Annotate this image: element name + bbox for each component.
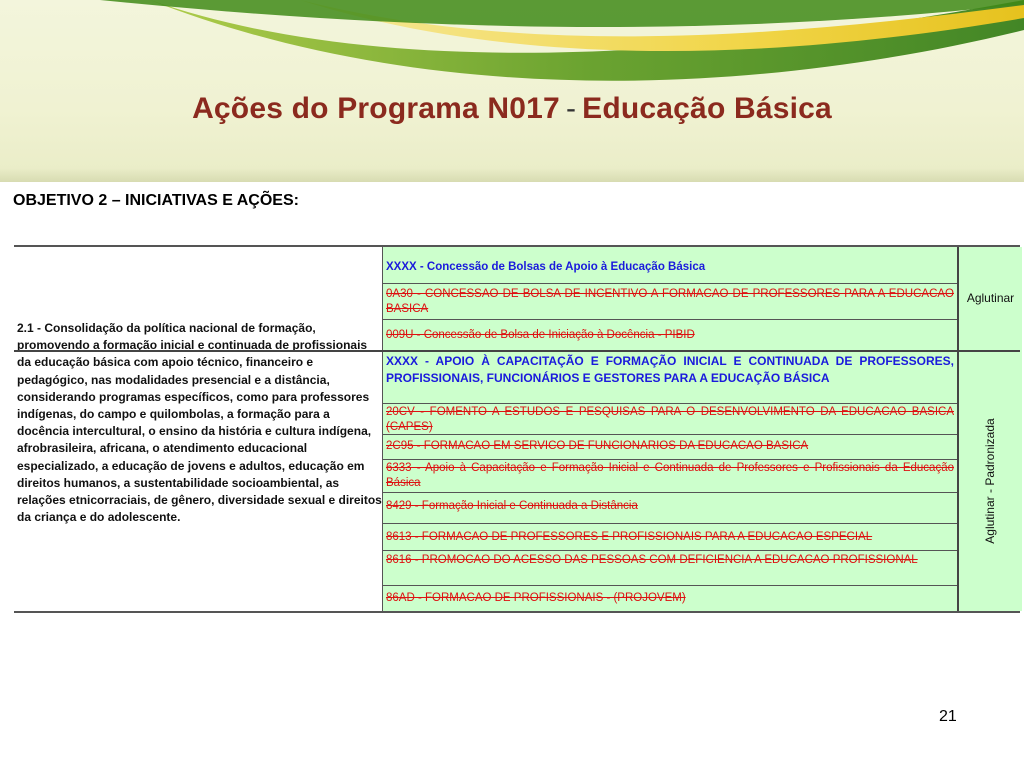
slide-title bbox=[0, 92, 1024, 126]
initiative-text: 2.1 - Consolidação da política nacional de formação, promovendo a formação inicial e continuada de profissionais da educação básica com apoio técnico, financeiro e pedagógico, nas modalidades presencial e a distância, considerando programas específicos, como para professores indígenas, do campo e quilombolas, a formação para a docência intercultural, o ensino da história e cultura indígena, afrobrasileira, africana, o atendimento educacional especializado, a educação de jovens e adultos, educação em direitos humanos, a sustentabilidade socioambiental, as relações etnicorraciais, de gênero, diversidade sexual e direitos da criança e do adolescente. bbox=[17, 321, 382, 525]
action-row: 86AD - FORMACAO DE PROFISSIONAIS - (PROJOVEM) bbox=[386, 592, 686, 604]
action-row: 20CV - FOMENTO A ESTUDOS E PESQUISAS PARA O DESENVOLVIMENTO DA EDUCACAO BASICA (CAPES) bbox=[383, 404, 957, 435]
action-row: XXXX - APOIO À CAPACITAÇÃO E FORMAÇÃO INICIAL E CONTINUADA DE PROFESSORES, PROFISSIONAIS, FUNCIONÁRIOS E GESTORES PARA A EDUCAÇÃO BÁSICA bbox=[383, 352, 957, 404]
action-row: 009U - Concessão de Bolsa de Iniciação à Docência - PIBID bbox=[386, 329, 695, 341]
group-divider bbox=[14, 350, 1020, 352]
action-row: XXXX - Concessão de Bolsas de Apoio à Educação Básica bbox=[383, 247, 957, 284]
action-row: 8613 - FORMACAO DE PROFESSORES E PROFISSIONAIS PARA A EDUCACAO ESPECIAL bbox=[383, 524, 957, 551]
group-label-cell-2 bbox=[957, 351, 1022, 611]
action-row: 6333 - Apoio à Capacitação e Formação Inicial e Continuada de Professores e Profissionais da Educação Básica bbox=[383, 460, 957, 493]
green-swoosh-decoration bbox=[0, 0, 1024, 182]
page-number: 21 bbox=[939, 708, 957, 725]
action-row: 8429 - Formação Inicial e Continuada a Distância bbox=[383, 493, 957, 524]
initiative-cell bbox=[14, 247, 383, 611]
action-row: 0A30 - CONCESSAO DE BOLSA DE INCENTIVO A FORMACAO DE PROFESSORES PARA A EDUCACAO BASICA bbox=[383, 284, 957, 320]
group-label-aglutinar: Aglutinar bbox=[966, 291, 1015, 305]
objective-heading: OBJETIVO 2 – INICIATIVAS E AÇÕES: bbox=[13, 192, 299, 209]
group-label-padronizada: Aglutinar - Padronizada bbox=[983, 418, 997, 544]
group-label-cell-1 bbox=[957, 247, 1022, 351]
header-shadow bbox=[0, 168, 1024, 182]
actions-table bbox=[14, 245, 1020, 613]
title-program: Ações do Programa N017 bbox=[192, 92, 560, 125]
title-separator: - bbox=[565, 92, 577, 125]
header-banner bbox=[0, 0, 1024, 182]
actions-column bbox=[383, 247, 957, 611]
title-subject: Educação Básica bbox=[582, 92, 832, 125]
action-row: 8616 - PROMOCAO DO ACESSO DAS PESSOAS COM DEFICIENCIA A EDUCACAO PROFISSIONAL bbox=[383, 551, 957, 586]
action-row: 2C95 - FORMACAO EM SERVICO DE FUNCIONARIOS DA EDUCACAO BASICA bbox=[383, 435, 957, 460]
